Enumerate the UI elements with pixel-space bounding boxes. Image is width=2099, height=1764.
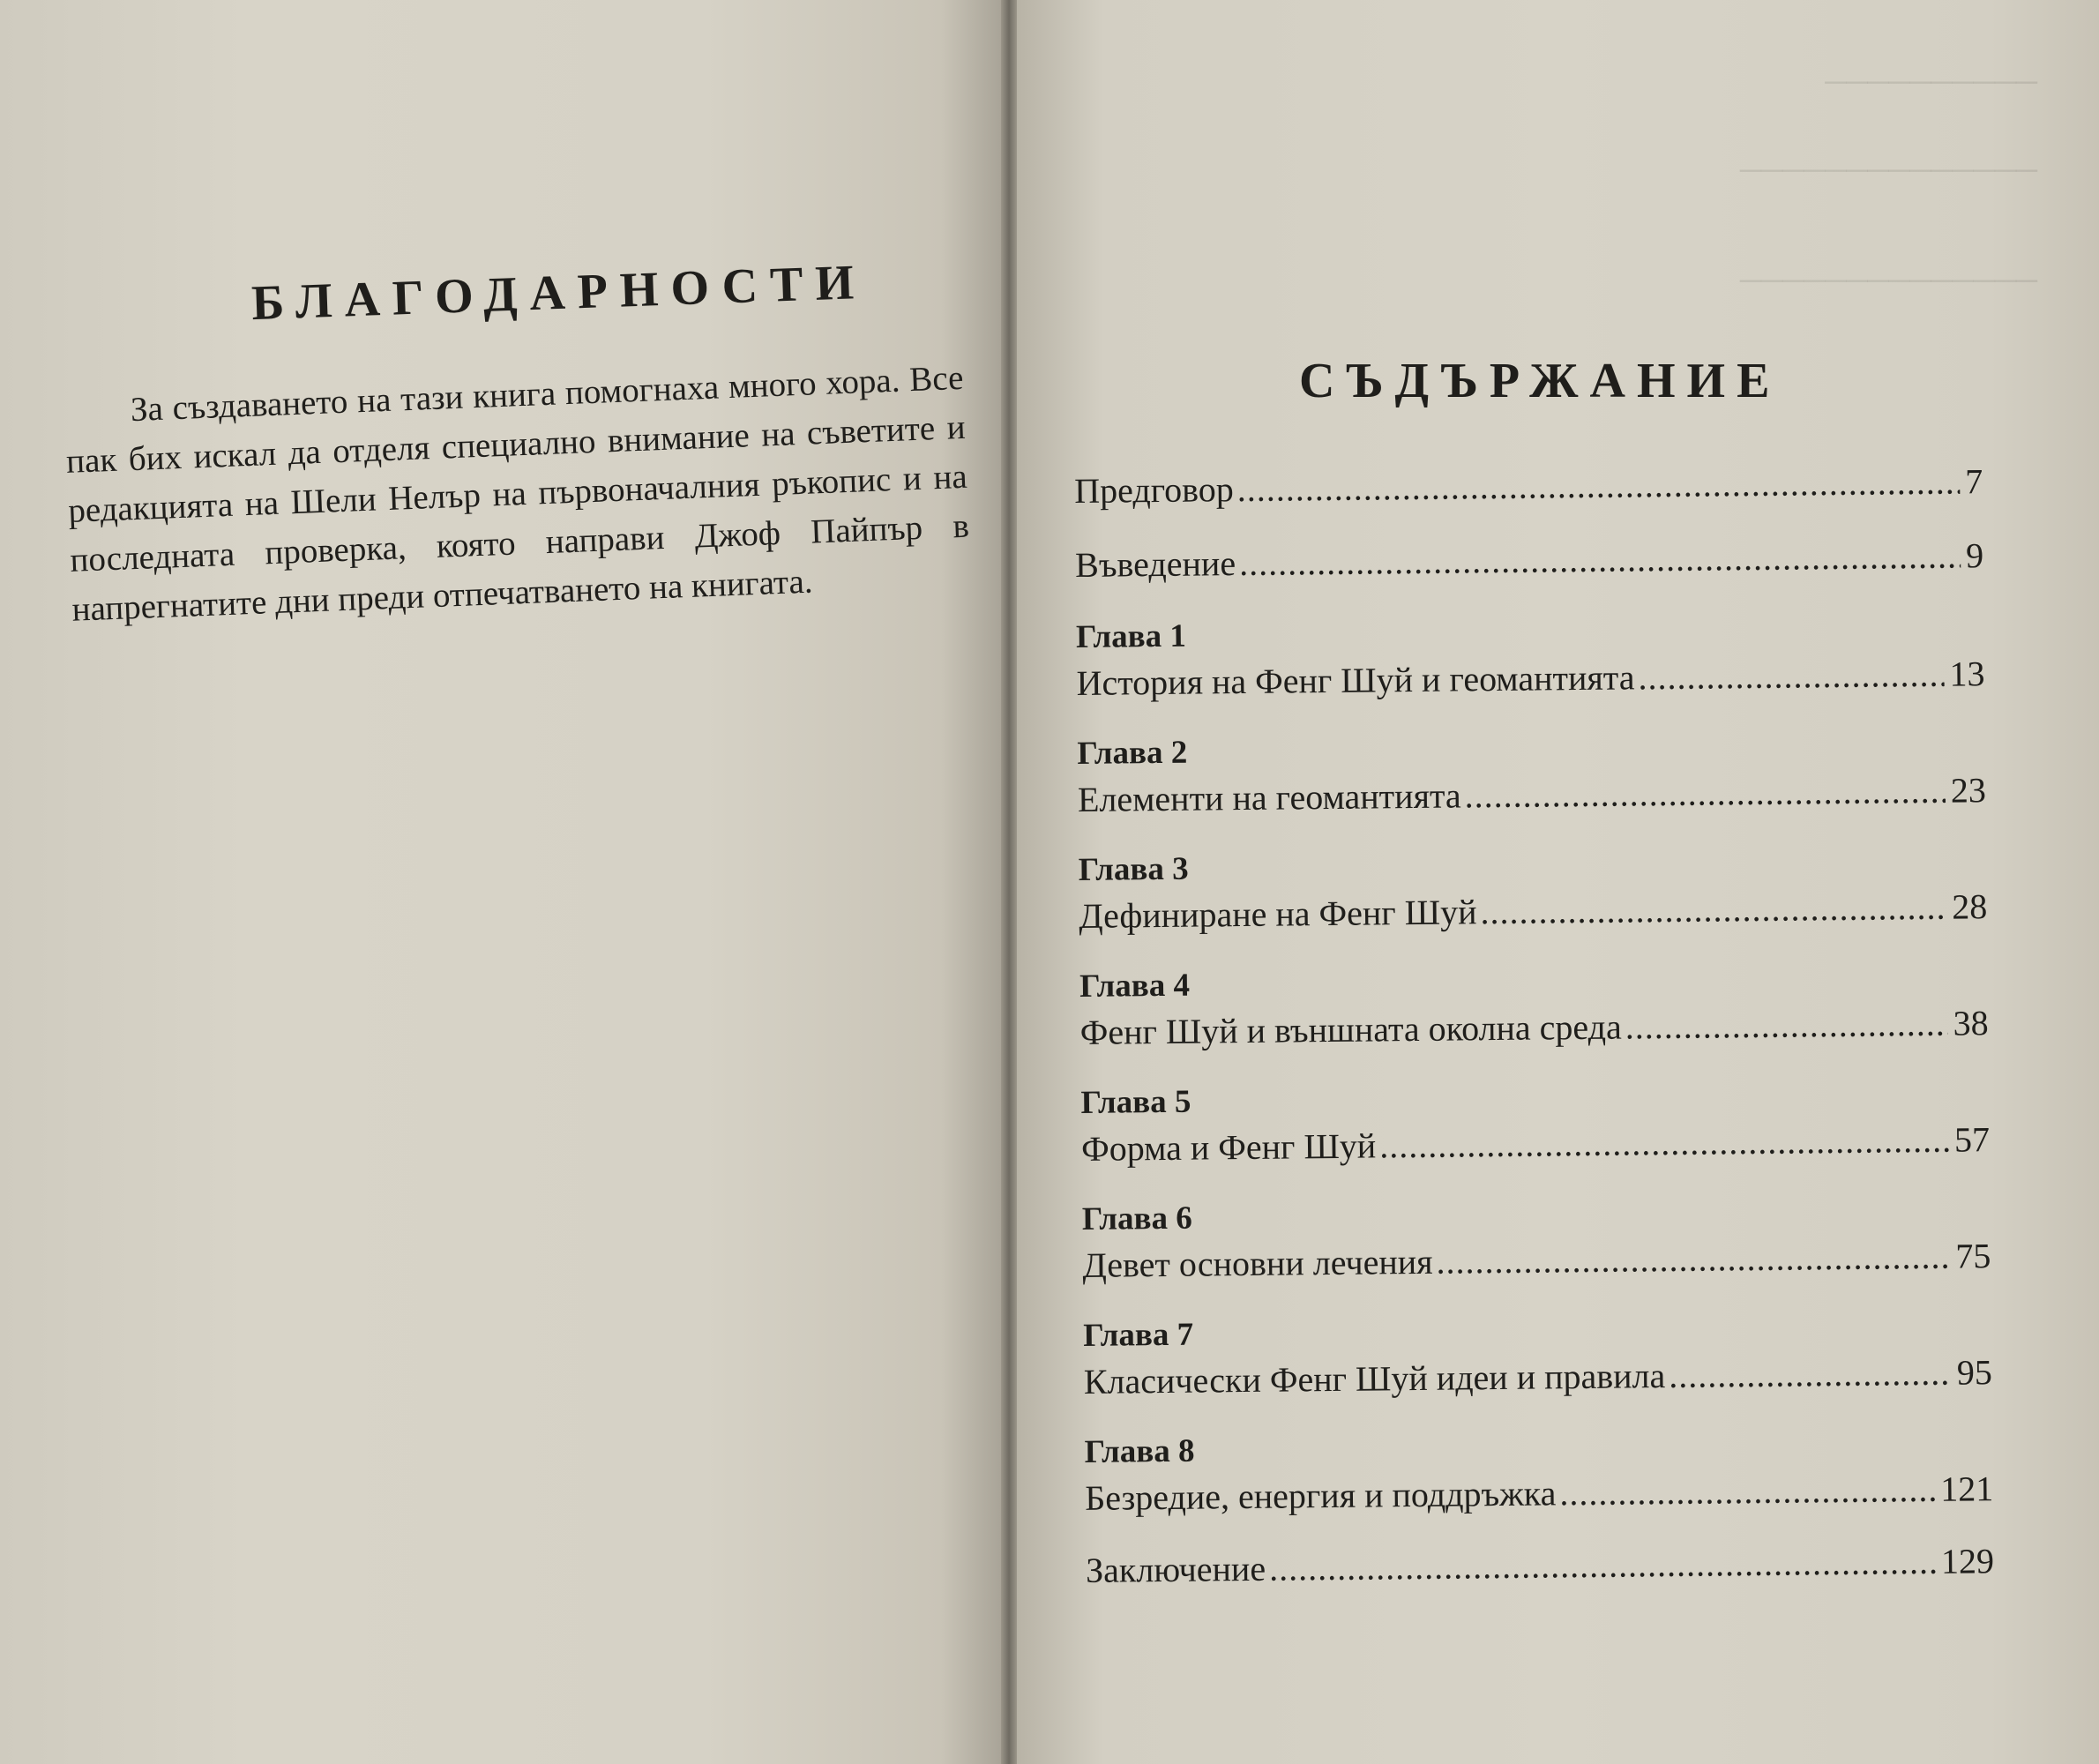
toc-chapter-label: Глава 6 <box>1081 1200 1192 1237</box>
acknowledgements-text: За създаването на тази книга помогнаха много хора. Все пак бих искал да отделя специално внимание на съветите и редакцията на Шели Нелър на първоначалния ръкопис и на последната проверка, която направи Джоф Пайпър в напрегнатите дни преди отпечатването на книгата. <box>65 358 970 629</box>
book-gutter <box>1001 0 1017 1764</box>
toc-page-number: 9 <box>1965 535 1984 576</box>
toc-page-number: 28 <box>1952 886 1988 927</box>
right-page <box>1017 0 2099 1764</box>
toc-entry-title: Фенг Шуй и външната околна среда <box>1079 1006 1622 1052</box>
dot-leader <box>1669 1349 1952 1400</box>
toc-entry <box>1084 1421 1993 1522</box>
dot-leader <box>1269 1538 1937 1593</box>
toc-entry <box>1079 955 1989 1057</box>
dot-leader <box>1638 651 1945 702</box>
toc-entry-title: Класически Фенг Шуй идеи и правила <box>1083 1356 1666 1401</box>
toc-page-number: 129 <box>1940 1541 1995 1581</box>
toc-entry-title: Дефиниране на Фенг Шуй <box>1079 892 1477 936</box>
dot-leader <box>1239 532 1961 587</box>
toc-entry <box>1086 1537 1995 1595</box>
toc-entry-title: Девет основни лечения <box>1082 1241 1433 1285</box>
toc-line <box>1081 1116 1991 1173</box>
toc-entry-title: Заключение <box>1085 1548 1266 1590</box>
toc-line <box>1079 999 1989 1057</box>
toc-page-number: 7 <box>1964 461 1983 502</box>
toc-line <box>1074 458 1983 515</box>
toc-line <box>1076 650 1985 707</box>
toc-entry <box>1076 606 1985 707</box>
toc-entry-title: Безредие, енергия и поддръжка <box>1085 1473 1557 1518</box>
dot-leader <box>1559 1466 1935 1517</box>
toc-chapter-label: Глава 4 <box>1079 967 1191 1005</box>
toc-line <box>1075 532 1984 589</box>
toc-entry-title: Предговор <box>1074 469 1235 511</box>
toc-entry <box>1080 1072 1990 1173</box>
toc-chapter-label: Глава 1 <box>1075 617 1187 655</box>
toc-line <box>1086 1537 1995 1595</box>
toc-entry <box>1082 1188 1991 1289</box>
toc-entry-title: Въведение <box>1074 543 1236 585</box>
toc-page-number: 121 <box>1939 1469 1994 1509</box>
toc-page-number: 23 <box>1950 770 1987 811</box>
toc-entry <box>1079 839 1988 940</box>
show-through-text: ────────────── <box>1739 265 2037 297</box>
toc-page-number: 95 <box>1956 1352 1993 1393</box>
toc-entry-title: Форма и Фенг Шуй <box>1080 1125 1377 1169</box>
contents-title: СЪДЪРЖАНИЕ <box>1299 354 1782 408</box>
toc-line <box>1082 1232 1991 1289</box>
dot-leader <box>1436 1233 1950 1286</box>
toc-chapter-label: Глава 3 <box>1078 850 1189 888</box>
toc-line <box>1078 766 1987 824</box>
toc-page-number: 57 <box>1953 1119 1991 1160</box>
toc-chapter-label: Глава 5 <box>1080 1083 1191 1121</box>
left-page <box>0 0 1001 1764</box>
toc-entry <box>1077 722 1986 824</box>
dot-leader <box>1464 767 1946 820</box>
toc-page-number: 13 <box>1949 654 1985 694</box>
toc-entry <box>1074 458 1983 515</box>
dot-leader <box>1480 884 1946 937</box>
toc-line <box>1079 883 1988 940</box>
toc-entry <box>1075 532 1984 589</box>
dot-leader <box>1236 458 1960 513</box>
acknowledgements-title: БЛАГОДАРНОСТИ <box>250 254 868 332</box>
show-through-text: ────────── <box>1825 66 2037 99</box>
toc-entry-title: История на Фенг Шуй и геомантията <box>1076 657 1635 703</box>
toc-chapter-label: Глава 2 <box>1077 734 1188 772</box>
toc-chapter-label: Глава 8 <box>1084 1432 1195 1470</box>
toc-line <box>1085 1465 1994 1522</box>
toc-line <box>1084 1349 1993 1406</box>
dot-leader <box>1379 1117 1949 1170</box>
dot-leader <box>1625 1000 1947 1051</box>
toc-entry <box>1083 1304 1992 1406</box>
toc-entry-title: Елементи на геомантията <box>1077 775 1461 819</box>
table-of-contents <box>1074 458 1995 1621</box>
toc-chapter-label: Глава 7 <box>1083 1316 1194 1354</box>
toc-page-number: 38 <box>1953 1003 1989 1043</box>
show-through-text: ────────────── <box>1739 154 2037 187</box>
toc-page-number: 75 <box>1955 1236 1991 1276</box>
